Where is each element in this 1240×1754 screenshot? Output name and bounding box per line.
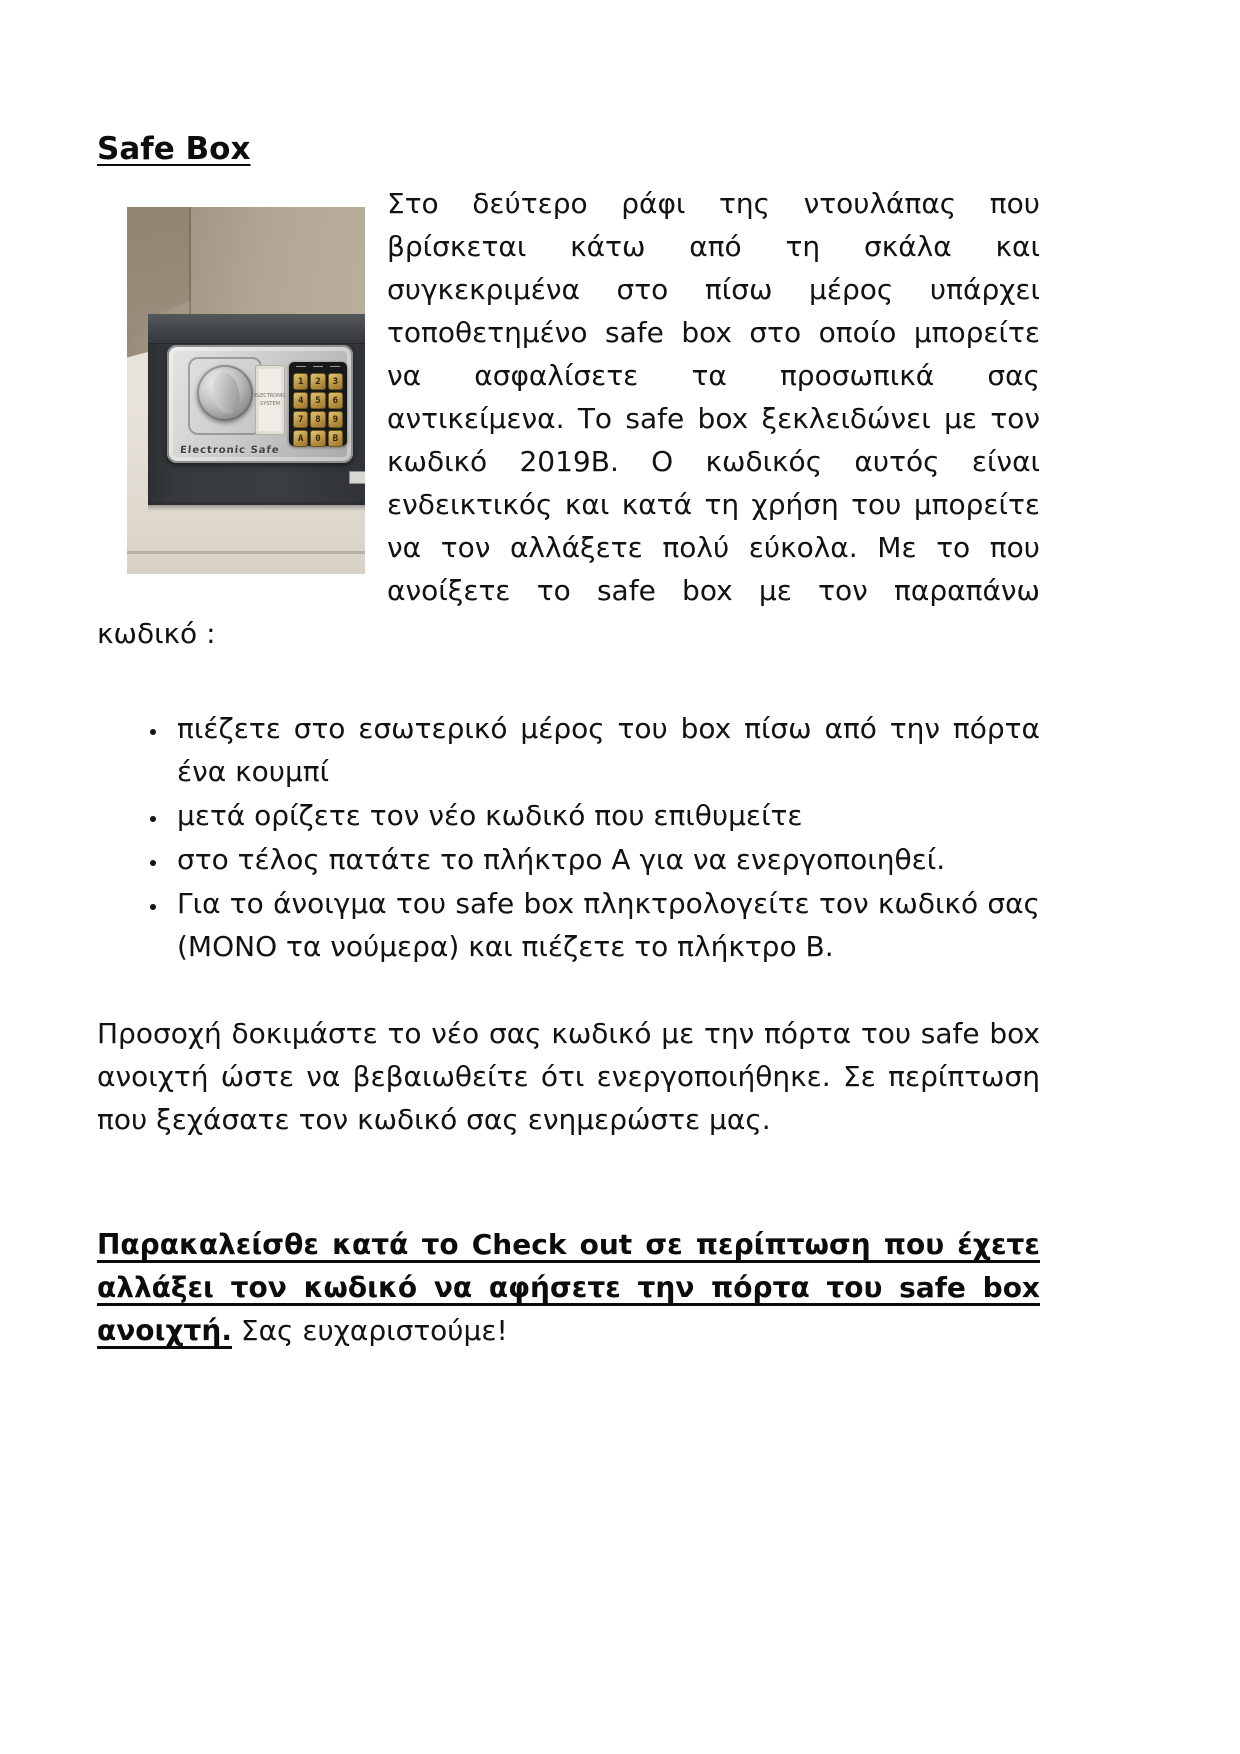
keypad-header-mark xyxy=(330,366,340,371)
safe-knob xyxy=(197,365,253,421)
list-item-set-code: • μετά ορίζετε τον νέο κωδικό που επιθυμείτε xyxy=(169,794,1040,837)
brand-text: Electronic Safe xyxy=(179,445,280,456)
list-item-press-a: • στο τέλος πατάτε το πλήκτρο Α για να ενεργοποιηθεί. xyxy=(169,838,1040,881)
intro-paragraph: Στο δεύτερο ράφι της ντουλάπας που βρίσκεται κάτω από τη σκάλα και συγκεκριμένα στο πίσω μέρος υπάρχει τοποθετημένο safe box στο οποίο μπορείτε να ασφαλίσετε τα προσωπικά σας αντικείμενα. Το safe box ξεκλειδώνει με τον κωδικό 2019B. Ο κωδικός αυτός είναι ενδεικτικός και κατά τη χρήση του μπορείτε να τον αλλάξετε πολύ εύκολα. Με το που ανοίξετε το safe box με τον παραπάνω κωδικό : xyxy=(97,187,1040,650)
keypad-keys xyxy=(293,373,343,447)
keypad-header-labels xyxy=(293,366,343,371)
list-item-open-safe: • Για το άνοιγμα του safe box πληκτρολογείτε τον κωδικό σας (ΜΟΝΟ τα νούμερα) και πιέζετε το πλήκτρο Β. xyxy=(169,882,1040,968)
safe-front-panel xyxy=(167,345,353,463)
safe-knob-handle xyxy=(209,370,243,416)
safe-box xyxy=(148,314,365,505)
instructions-list xyxy=(97,707,1040,968)
intro-section xyxy=(97,182,1040,655)
label-line-1: ELECTRONIC xyxy=(254,393,286,399)
safe-shadow xyxy=(148,502,365,511)
safe-box-photo xyxy=(127,207,365,574)
checkout-bold-text: Παρακαλείσθε κατά το Check out σε περίπτωση που έχετε αλλάξει τον κωδικό να αφήσετε την πόρτα του safe box ανοιχτή. xyxy=(97,1228,1040,1347)
shelf-front-edge xyxy=(127,551,365,554)
keypad-key-B: B xyxy=(328,430,343,447)
page-title: Safe Box xyxy=(97,131,251,167)
keypad-key-1: 1 xyxy=(293,373,308,390)
keypad-key-0: 0 xyxy=(310,430,325,447)
keypad-key-6: 6 xyxy=(328,392,343,409)
keypad-key-3: 3 xyxy=(328,373,343,390)
safe-top-face xyxy=(148,314,365,344)
electronic-system-label xyxy=(255,365,285,435)
keypad-key-7: 7 xyxy=(293,411,308,428)
keypad-header-mark xyxy=(313,366,323,371)
list-item-press-button: • πιέζετε στο εσωτερικό μέρος του box πίσω από την πόρτα ένα κουμπί xyxy=(169,707,1040,793)
keypad-key-2: 2 xyxy=(310,373,325,390)
checkout-notice xyxy=(97,1223,1040,1352)
keypad-key-5: 5 xyxy=(310,392,325,409)
label-line-2: SYSTEM xyxy=(260,401,280,407)
keypad-key-A: A xyxy=(293,430,308,447)
thanks-text: Σας ευχαριστούμε! xyxy=(240,1314,508,1347)
keypad-key-4: 4 xyxy=(293,392,308,409)
keypad-key-9: 9 xyxy=(328,411,343,428)
closet-corner-line xyxy=(189,207,191,323)
safe-keypad xyxy=(289,362,347,446)
keypad-key-8: 8 xyxy=(310,411,325,428)
caution-paragraph: Προσοχή δοκιμάστε το νέο σας κωδικό με την πόρτα του safe box ανοιχτή ώστε να βεβαιωθείτε ότι ενεργοποιήθηκε. Σε περίπτωση που ξεχάσατε τον κωδικό σας ενημερώστε μας. xyxy=(97,1017,1040,1136)
serial-sticker xyxy=(349,471,365,484)
keypad-header-mark xyxy=(296,366,306,371)
